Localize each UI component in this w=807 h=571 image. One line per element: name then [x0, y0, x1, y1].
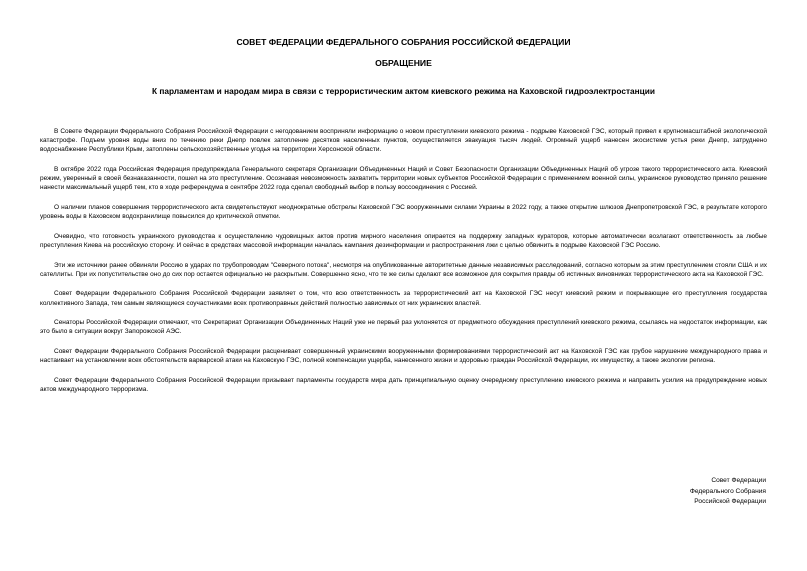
paragraph: Сенаторы Российской Федерации отмечают, что Секретариат Организации Объединенных Наций уже не первый раз уклоняется от предметного обсуждения преступлений киевского режима, ссылаясь на недостаток информации, как это было в ситуации вокруг Запорожской АЭС. [40, 319, 767, 336]
paragraph: Совет Федерации Федерального Собрания Российской Федерации расценивает совершенный украинскими вооруженными формированиями террористический акт на Каховской ГЭС как грубое нарушение международного права и настаивает на установлении всех обстоятельств варварской атаки на Каховскую ГЭС, полной компенсации ущерба, нанесенного жизни и здоровью граждан Российской Федерации, их имуществу, а также экологии региона. [40, 347, 767, 365]
paragraph: В октябре 2022 года Российская Федерация предупреждала Генерального секретаря Организации Объединенных Наций и Совет Безопасности Организации Объединенных Наций об угрозе такого террористического акта. Киевский режим, уверенный в своей безнаказанности, пошел на это преступление. Осознавая невозможность захватить территории новых субъектов Российской Федерации с применением военной силы, украинское руководство приняло решение нанести максимальный ущерб тем, кто в ходе референдума в сентябре 2022 года сделал свободный выбор в пользу воссоединения с Россией. [40, 166, 767, 192]
paragraph: Совет Федерации Федерального Собрания Российской Федерации призывает парламенты государств мира дать принципиальную оценку очередному преступлению киевского режима и направить усилия на предупреждение новых актов международного терроризма. [40, 376, 767, 393]
document-subject: К парламентам и народам мира в связи с террористическим актом киевского режима на Каховской гидроэлектростанции [152, 86, 655, 96]
paragraph: В Совете Федерации Федерального Собрания Российской Федерации с негодованием восприняли информацию о новом преступлении киевского режима - подрыве Каховской ГЭС, который привел к крупномасштабной экологической катастрофе. Подъем уровня воды вниз по течению реки Днепр повлек затопление десятков населенных пунктов, осуществляется эвакуация тысяч людей. Огромный ущерб нанесен экосистеме устья реки Днепр, затруднено водоснабжение Республики Крым, затоплены сельскохозяйственные угодья на территории Херсонской области. [40, 128, 767, 154]
document-type-heading: ОБРАЩЕНИЕ [375, 58, 432, 68]
paragraph: Очевидно, что готовность украинского руководства к осуществлению чудовищных актов против мирного населения опирается на поддержку западных кураторов, которые автоматически возлагают ответственность за любые преступления Киева на российскую сторону. И сейчас в средствах массовой информации началась кампания дезинформации и распространения лжи с целью обвинить в подрыве Каховской ГЭС Россию. [40, 232, 767, 249]
signature-line: Федерального Собрания [689, 487, 766, 495]
signature-line: Российской Федерации [694, 498, 766, 505]
paragraph: Эти же источники ранее обвиняли Россию в ударах по трубопроводам "Северного потока", несмотря на опубликованные авторитетные данные независимых расследований, согласно которым за этим преступлением стояли США и их сателлиты. При их попустительстве оно до сих пор остается официально не раскрытым. Совершенно ясно, что те же силы сделают все возможное для сокрытия правды об истинных виновниках террористического акта на Каховской ГЭС. [40, 261, 767, 278]
paragraph: Совет Федерации Федерального Собрания Российской Федерации заявляет о том, что всю ответственность за террористический акт на Каховской ГЭС несут киевский режим и покрывающие его преступления государства коллективного Запада, тем самым являющиеся соучастниками всех противоправных действий полностью зависимых от них украинских властей. [40, 290, 767, 307]
signature-line: Совет Федерации [711, 477, 766, 484]
organization-title: СОВЕТ ФЕДЕРАЦИИ ФЕДЕРАЛЬНОГО СОБРАНИЯ РОССИЙСКОЙ ФЕДЕРАЦИИ [236, 37, 571, 47]
signature-block [690, 476, 766, 508]
document-body [40, 127, 767, 405]
paragraph: О наличии планов совершения террористического акта свидетельствуют неоднократные обстрелы Каховской ГЭС вооруженными силами Украины в 2022 году, а также открытие шлюзов Днепропетровской ГЭС, в результате которого уровень воды в Каховском водохранилище повысился до критической отметки. [40, 204, 767, 221]
